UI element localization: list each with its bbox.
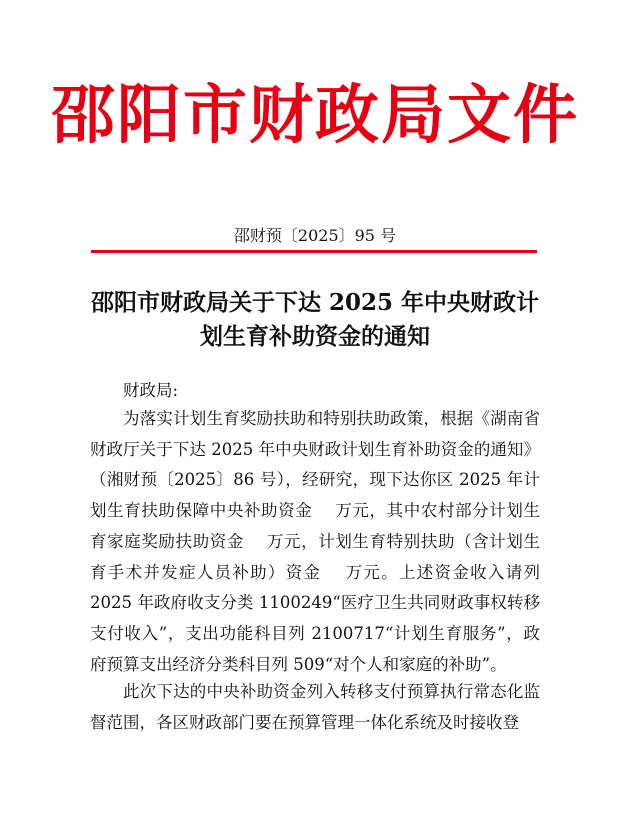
salutation: 财政局:	[123, 381, 179, 400]
red-divider-line	[91, 250, 537, 253]
document-masthead: 邵阳市财政局文件	[51, 78, 579, 153]
document-number: 邵财预〔2025〕95 号	[233, 226, 397, 245]
body-paragraph-1: 为落实计划生育奖励扶助和特别扶助政策，根据《湖南省财政厅关于下达 2025 年中央财政计划生育补助资金的通知》（湘财预〔2025〕86 号），经研究，现下达你区 2025 年计划生育扶助保障中央补助资金 万元，其中农村部分计划生育家庭奖励扶助资金 万元，计划生育特别扶助（含计划生育手术并发症人员补助）资金 万元。上述资金收入请列 2025 年政府收支分类 1100249“医疗卫生共同财政事权转移支付收入”，支出功能科目列 2100717“计划生育服务”，政府预算支出经济分类科目列 509“对个人和家庭的补助”。	[90, 409, 540, 674]
body-paragraph-2: 此次下达的中央补助资金列入转移支付预算执行常态化监督范围，各区财政部门要在预算管理一体化系统及时接收登	[90, 682, 540, 732]
document-title: 邵阳市财政局关于下达 2025 年中央财政计划生育补助资金的通知	[90, 289, 540, 350]
